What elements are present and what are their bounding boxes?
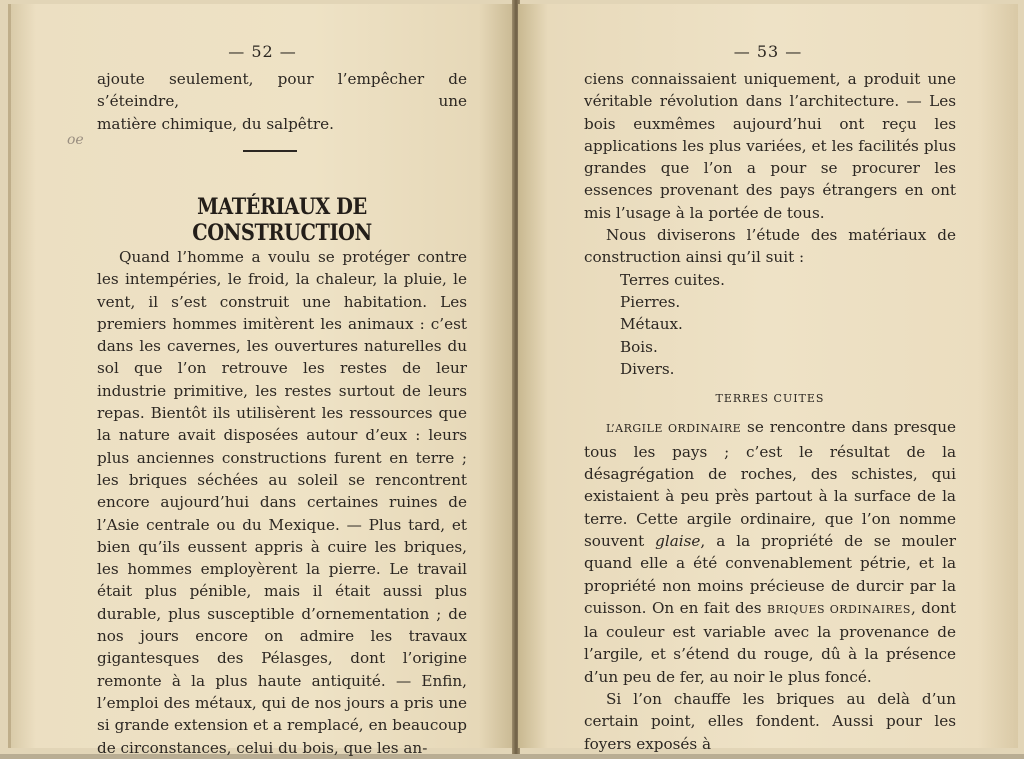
p3-text-3: , dont la couleur est variable avec la provenance de l’argile, et s’étend du rouge, dû à la présence d’un peu de fer, au noir le plus foncé. [584, 598, 956, 686]
chapter-heading: MATÉRIAUX DE CONSTRUCTION [192, 194, 372, 246]
section-subheading: TERRES CUITES [715, 392, 825, 406]
term-glaise: glaise [655, 531, 701, 550]
p3-text-2: , a la propriété de se mouler quand elle a été convenablement pétrie, et la propriété non moins précieuse de durcir par la cuisson. On en fait des [584, 531, 956, 617]
intro-line-1: ajoute seulement, pour l’empêcher de s’éteindre, une [97, 70, 467, 111]
term-argile: L’ARGILE ORDINAIRE [606, 422, 742, 436]
paragraph-3 [584, 416, 956, 688]
left-page [8, 4, 514, 757]
pencil-mark: oe [67, 132, 84, 148]
paragraph-4: Si l’on chauffe les briques au delà d’un certain point, elles fondent. Aussi pour les foyers exposés à [584, 690, 956, 753]
right-page [518, 4, 1018, 753]
section-divider [243, 150, 297, 152]
term-briques: BRIQUES ORDINAIRES [767, 602, 911, 616]
p3-text-1: se rencontre dans presque tous les pays ; c’est le résultat de la désagrégation de roches, des schistes, qui existaient à peu près partout à la surface de la terre. Cette argile ordinaire, que l’on nomme souvent [584, 418, 957, 550]
intro-line-2: matière chimique, du salpêtre. [97, 114, 334, 133]
intro-paragraph [97, 68, 467, 135]
paragraph-1: ciens connaissaient uniquement, a produit une véritable révolution dans l’architecture. — Les bois euxmêmes aujourd’hui ont reçu les applications les plus variées, et les facilités plus grandes que l’on a pour se procurer les essences provenant des pays étrangers en ont mis l’usage à la portée de tous. [584, 70, 956, 222]
left-body [97, 246, 467, 759]
list-item: Pierres. [620, 292, 681, 311]
list-item: Terres cuites. [620, 270, 725, 289]
paragraph-2: Nous diviserons l’étude des matériaux de construction ainsi qu’il suit : [584, 226, 956, 267]
right-body [584, 68, 956, 755]
materials-list [584, 269, 956, 380]
page-number-right: — 53 — [733, 42, 803, 61]
list-item: Divers. [620, 359, 675, 378]
list-item: Métaux. [620, 315, 683, 334]
page-number-left: — 52 — [228, 42, 297, 61]
list-item: Bois. [620, 337, 658, 356]
body-paragraph: Quand l’homme a voulu se protéger contre les intempéries, le froid, la chaleur, la pluie, le vent, il s’est construit une habitation. Les premiers hommes imitèrent les animaux : c’est dans les cavernes, les ouvertures naturelles du sol que l’on retrouve les restes de leur industrie primitive, les restes surtout de leurs repas. Bientôt ils utilisèrent les ressources que la nature avait disposées autour d’eux : leurs plus anciennes constructions furent en terre ; les briques séchées au soleil se rencontrent encore aujourd’hui dans certaines ruines de l’Asie centrale ou du Mexique. — Plus tard, et bien qu’ils eussent appris à cuire les briques, les hommes employèrent la pierre. Le travail était plus pénible, mais il était aussi plus durable, plus susceptible d’ornementation ; de nos jours encore on admire les travaux gigantesques des Pélasges, dont l’origine remonte à la plus haute antiquité. — Enfin, l’emploi des métaux, qui de nos jours a pris une si grande extension et a remplacé, en beaucoup de circonstances, celui du bois, que les an- [97, 248, 467, 757]
